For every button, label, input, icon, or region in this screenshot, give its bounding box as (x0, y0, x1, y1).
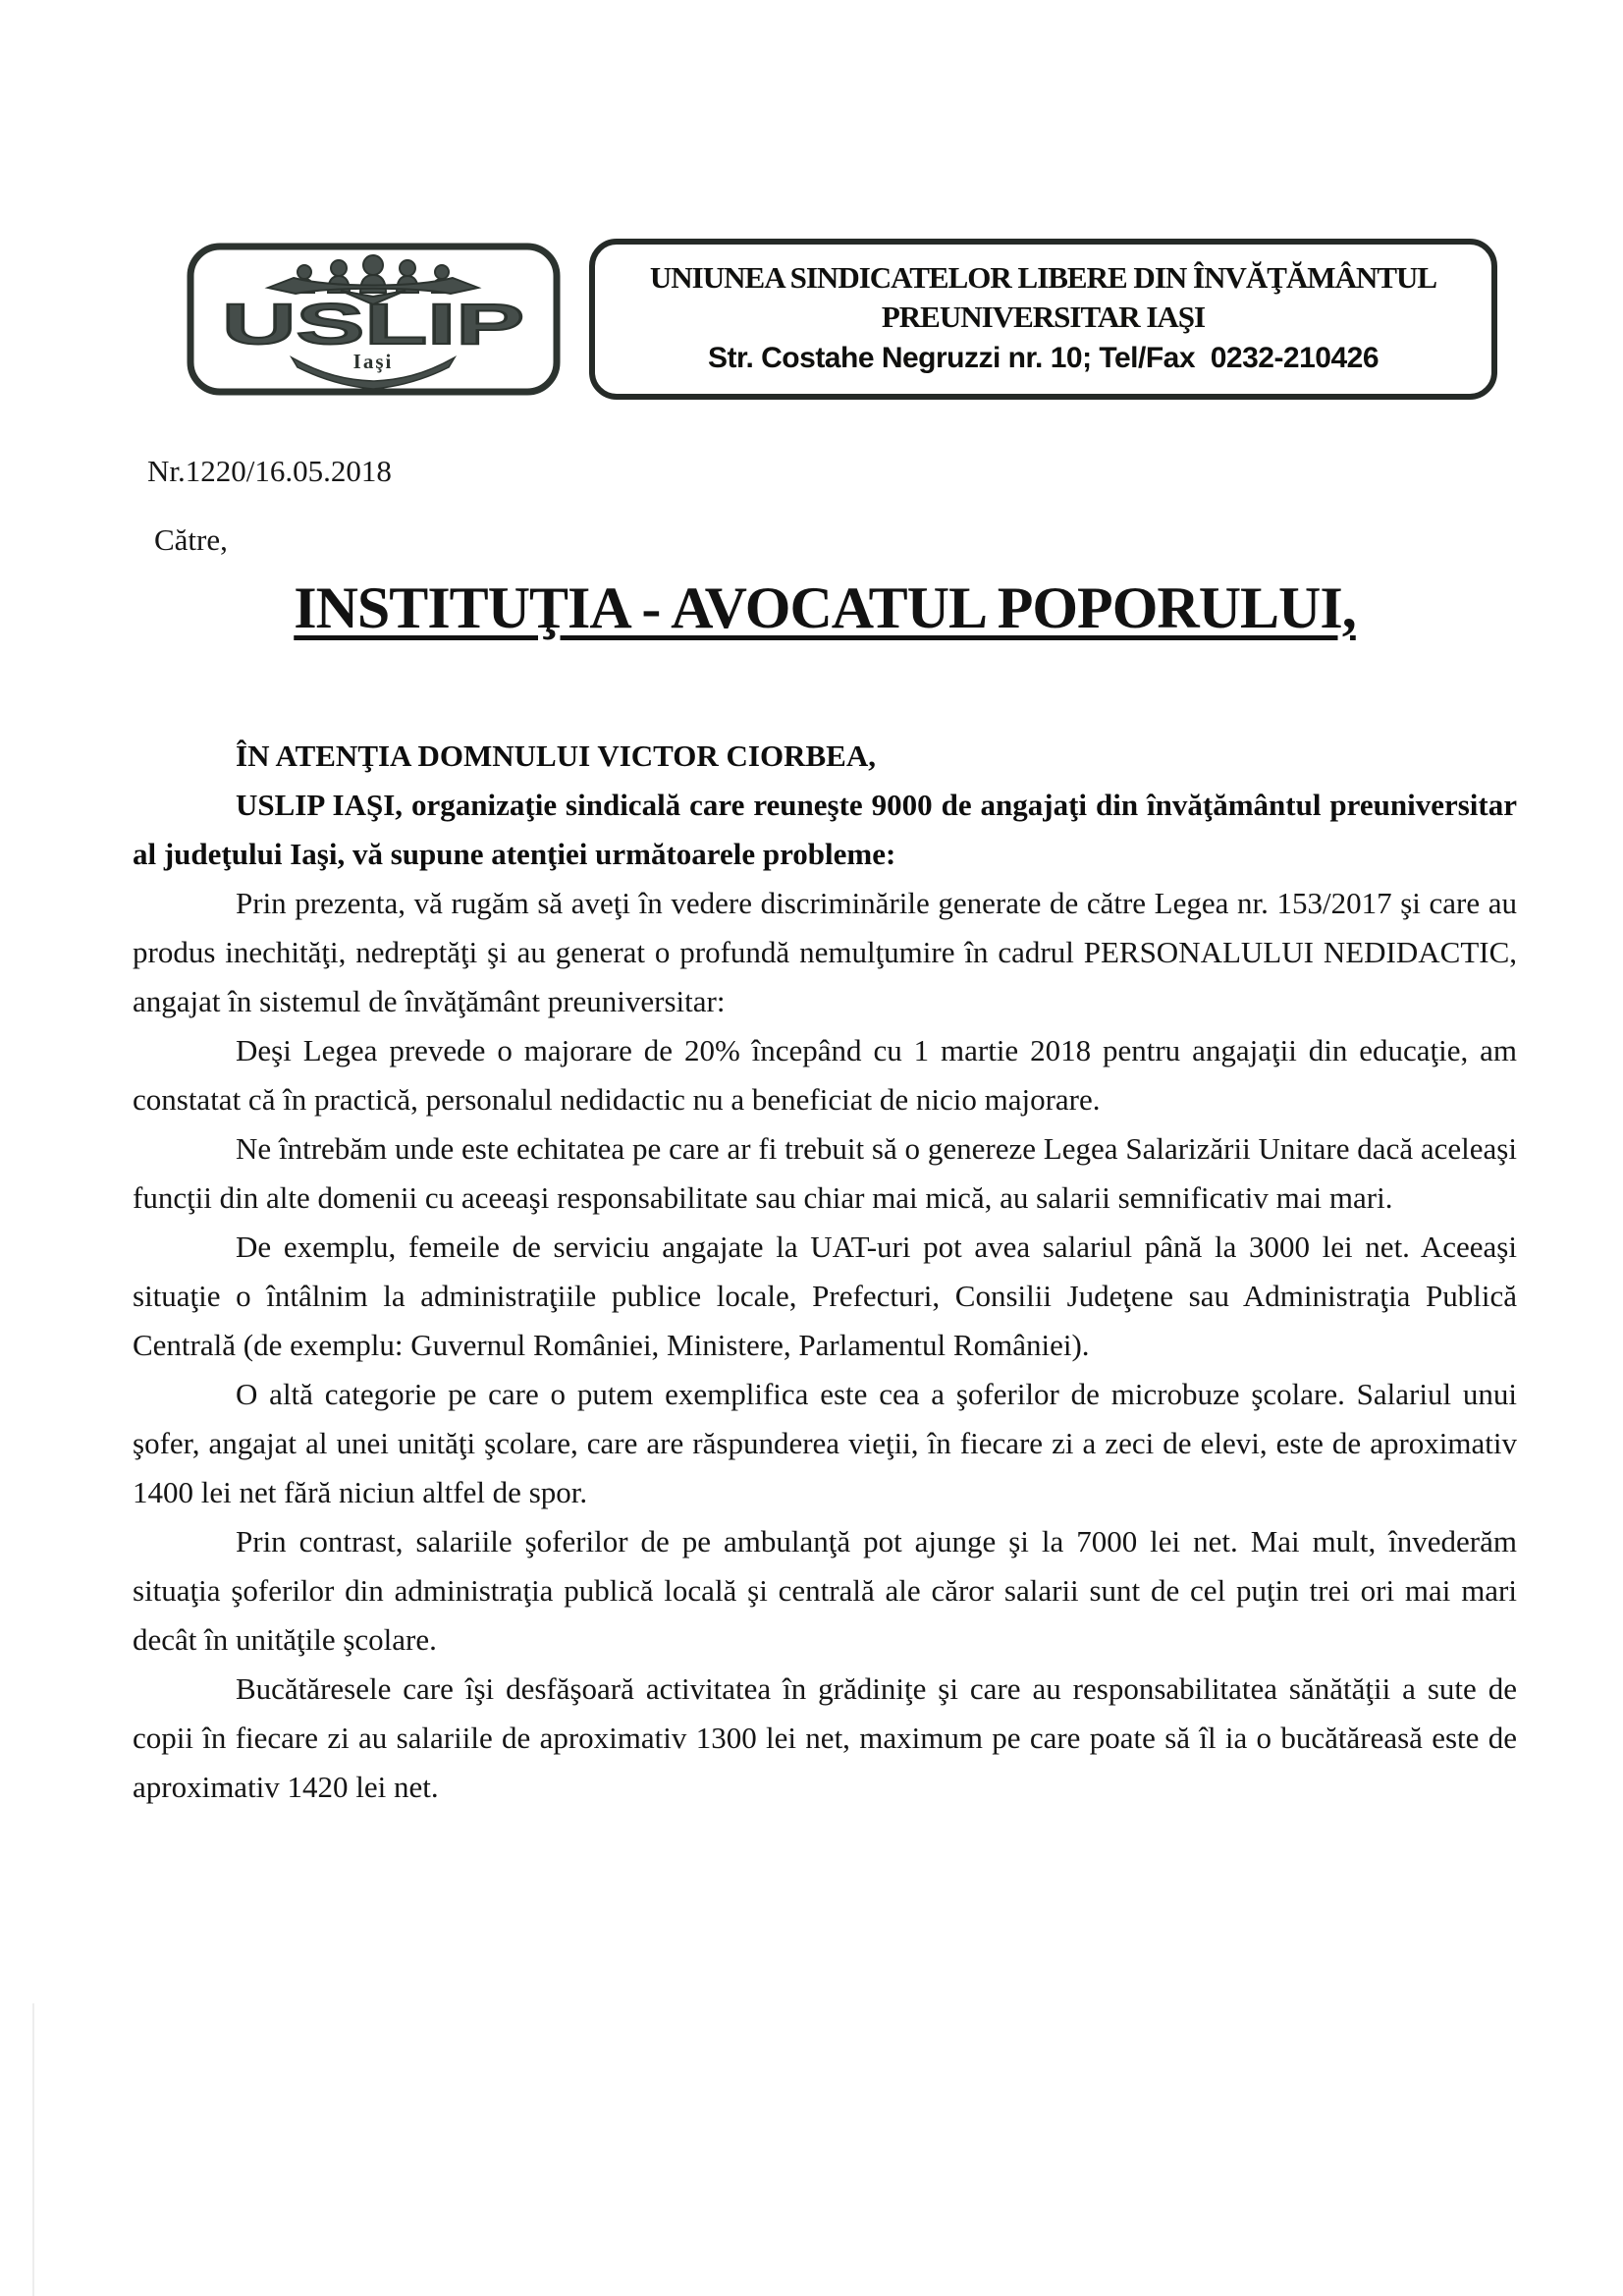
org-address: Str. Costahe Negruzzi nr. 10; Tel/Fax 0232-210426 (707, 342, 1380, 374)
paragraph: O altă categorie pe care o putem exemplifica este cea a şoferilor de microbuze şcolare. Salariul unui şofer, angajat al unei unităţi şcolare, care are răspunderea vieţii, în fiecare zi a zeci de elevi, este de aproximativ 1400 lei net fără niciun altfel de spor. (133, 1377, 1517, 1509)
uslip-logo (186, 242, 562, 397)
paragraph: Ne întrebăm unde este echitatea pe care ar fi trebuit să o genereze Legea Salarizării Unitare dacă aceleaşi funcţii din alte domenii cu aceeaşi responsabilitate sau chiar mai mică, au salarii semnificativ mai mari. (133, 1131, 1517, 1215)
paragraph: Prin contrast, salariile şoferilor de pe ambulanţă pot ajunge şi la 7000 lei net. Mai mult, învederăm situaţia şoferilor din administraţia publică locală şi centrală ale căror salarii sunt de cel puţin trei ori mai mari decât în unităţile şcolare. (133, 1524, 1517, 1657)
logo-acronym: USLIP (222, 293, 524, 356)
recipient-title: INSTITUŢIA - AVOCATUL POPORULUI, (294, 575, 1356, 640)
org-name-line2: PREUNIVERSITAR IAŞI (881, 300, 1206, 334)
org-name-line1: UNIUNEA SINDICATELOR LIBERE DIN ÎNVĂŢĂMÂNTUL (649, 260, 1437, 295)
paragraph: De exemplu, femeile de serviciu angajate la UAT-uri pot avea salariul până la 3000 lei net. Aceeaşi situaţie o întâlnim la administraţiile publice locale, Prefecturi, Consilii Judeţene sau Administraţia Publică Centrală (de exemplu: Guvernul României, Ministere, Parlamentul României). (133, 1230, 1517, 1362)
paragraph: Prin prezenta, vă rugăm să aveţi în vedere discriminările generate de către Legea nr. 153/2017 şi care au produs inechităţi, nedreptăţi şi au generat o profundă nemulţumire în cadrul PERSONALULUI NEDIDACTIC, angajat în sistemul de învăţământ preuniversitar: (133, 886, 1517, 1018)
org-name-box (589, 239, 1497, 400)
paragraph-intro: USLIP IAŞI, organizaţie sindicală care reuneşte 9000 de angajaţi din învăţământul preuniversitar al judeţului Iaşi, vă supune atenţiei următoarele probleme: (133, 788, 1517, 871)
paragraph-attention: ÎN ATENŢIA DOMNULUI VICTOR CIORBEA, (236, 738, 876, 773)
uslip-logo-icon (186, 242, 562, 397)
paragraph: Deşi Legea prevede o majorare de 20% începând cu 1 martie 2018 pentru angajaţii din educaţie, am constatat că în practică, personalul nedidactic nu a beneficiat de nicio majorare. (133, 1033, 1517, 1117)
letter-body (133, 732, 1517, 1812)
paragraph: Bucătăresele care îşi desfăşoară activitatea în grădiniţe şi care au responsabilitatea sănătăţii a sute de copii în fiecare zi au salariile de aproximativ 1300 lei net, maximum pe care poate să îl ia o bucătăreasă este de aproximativ 1420 lei net. (133, 1671, 1517, 1804)
scan-edge-artifact (32, 2003, 34, 2296)
salutation-line: Către, (154, 522, 228, 557)
reference-number: Nr.1220/16.05.2018 (147, 454, 392, 488)
logo-city: Iaşi (352, 350, 394, 373)
